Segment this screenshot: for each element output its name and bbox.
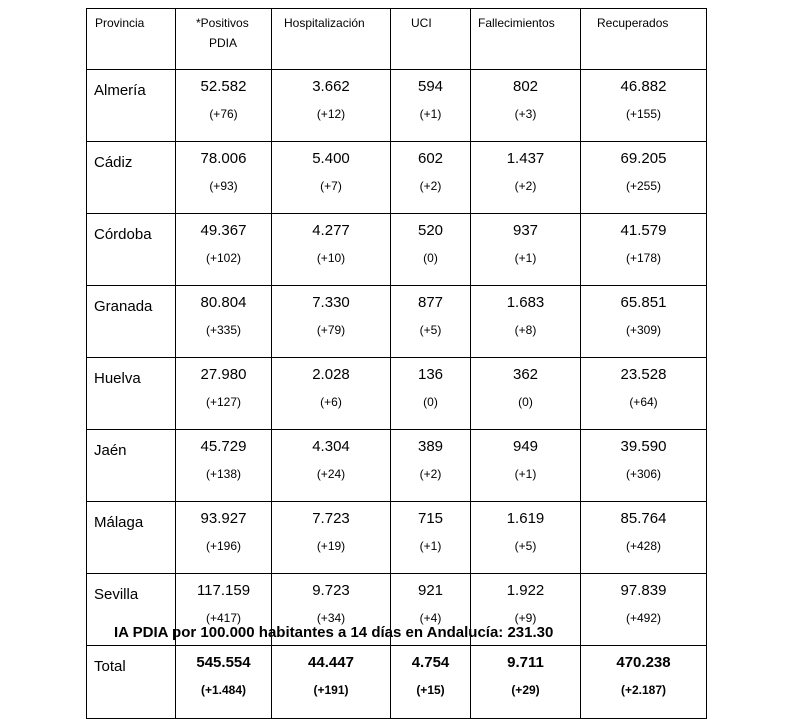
header-hospitalizacion: Hospitalización <box>272 9 391 70</box>
recuperados-value: 69.205 <box>620 150 667 167</box>
positivos-value: 27.980 <box>200 366 247 383</box>
hospitalizacion-delta: (+34) <box>316 611 346 625</box>
positivos-value: 93.927 <box>200 510 247 527</box>
uci-delta: (+2) <box>419 179 442 193</box>
total-uci-delta: (+15) <box>416 683 445 697</box>
recuperados-cell <box>581 502 707 574</box>
fallecimientos-value: 1.922 <box>506 582 545 599</box>
fallecimientos-cell <box>471 214 581 286</box>
total-positivos-delta: (+1.484) <box>200 683 247 697</box>
total-recuperados-value: 470.238 <box>616 654 671 671</box>
uci-value: 602 <box>417 150 444 167</box>
positivos-value: 49.367 <box>200 222 247 239</box>
fallecimientos-value: 1.619 <box>506 510 545 527</box>
positivos-value: 80.804 <box>200 294 247 311</box>
hospitalizacion-value: 2.028 <box>312 366 350 383</box>
positivos-delta: (+417) <box>205 611 242 625</box>
hospitalizacion-delta: (+12) <box>316 107 346 121</box>
total-hospitalizacion-delta: (+191) <box>313 683 349 697</box>
fallecimientos-value: 362 <box>512 366 539 383</box>
provincia-name: Almería <box>87 70 176 142</box>
fallecimientos-value: 949 <box>512 438 539 455</box>
total-hospitalizacion-cell <box>272 646 391 719</box>
header-recuperados: Recuperados <box>581 9 707 70</box>
total-positivos-value: 545.554 <box>196 654 251 671</box>
table-row-total <box>87 646 707 719</box>
hospitalizacion-cell <box>272 358 391 430</box>
recuperados-value: 41.579 <box>620 222 667 239</box>
positivos-value: 52.582 <box>200 78 247 95</box>
recuperados-delta: (+64) <box>629 395 658 409</box>
positivos-cell <box>176 214 272 286</box>
table-row <box>87 70 707 142</box>
header-provincia: Provincia <box>87 9 176 70</box>
total-uci-cell <box>391 646 471 719</box>
recuperados-cell <box>581 142 707 214</box>
header-positivos-line1: *Positivos <box>196 16 249 30</box>
recuperados-cell <box>581 70 707 142</box>
uci-delta: (+1) <box>419 107 442 121</box>
total-hospitalizacion-value: 44.447 <box>308 654 354 671</box>
recuperados-delta: (+155) <box>625 107 662 121</box>
total-recuperados-delta: (+2.187) <box>620 683 667 697</box>
fallecimientos-delta: (+1) <box>514 251 537 265</box>
hospitalizacion-delta: (+6) <box>320 395 342 409</box>
header-fallecimientos: Fallecimientos <box>471 9 581 70</box>
provincia-name: Granada <box>87 286 176 358</box>
recuperados-value: 23.528 <box>620 366 667 383</box>
fallecimientos-delta: (+8) <box>514 323 537 337</box>
uci-delta: (+5) <box>419 323 442 337</box>
fallecimientos-delta: (+1) <box>514 467 537 481</box>
total-positivos-cell <box>176 646 272 719</box>
hospitalizacion-value: 7.330 <box>312 294 350 311</box>
uci-cell <box>391 502 471 574</box>
table-row <box>87 142 707 214</box>
total-uci-value: 4.754 <box>411 654 450 671</box>
fallecimientos-delta: (+9) <box>514 611 537 625</box>
provincia-name: Cádiz <box>87 142 176 214</box>
total-fallecimientos-delta: (+29) <box>511 683 540 697</box>
recuperados-delta: (+178) <box>625 251 662 265</box>
positivos-delta: (+102) <box>205 251 242 265</box>
uci-delta: (0) <box>423 395 438 409</box>
fallecimientos-cell <box>471 286 581 358</box>
table-row <box>87 286 707 358</box>
positivos-delta: (+93) <box>209 179 238 193</box>
recuperados-value: 65.851 <box>620 294 667 311</box>
hospitalizacion-delta: (+79) <box>316 323 346 337</box>
uci-cell <box>391 214 471 286</box>
recuperados-value: 46.882 <box>620 78 667 95</box>
hospitalizacion-cell <box>272 70 391 142</box>
fallecimientos-value: 1.437 <box>506 150 545 167</box>
hospitalizacion-delta: (+19) <box>316 539 346 553</box>
provincia-name: Málaga <box>87 502 176 574</box>
positivos-value: 117.159 <box>196 582 251 599</box>
recuperados-delta: (+255) <box>625 179 662 193</box>
hospitalizacion-cell <box>272 502 391 574</box>
hospitalizacion-delta: (+7) <box>320 179 342 193</box>
table-row <box>87 502 707 574</box>
table-header-row <box>87 9 707 70</box>
fallecimientos-cell <box>471 358 581 430</box>
positivos-cell <box>176 430 272 502</box>
fallecimientos-delta: (+5) <box>514 539 537 553</box>
hospitalizacion-value: 3.662 <box>312 78 350 95</box>
hospitalizacion-delta: (+10) <box>316 251 346 265</box>
positivos-cell <box>176 286 272 358</box>
positivos-value: 78.006 <box>200 150 247 167</box>
recuperados-cell <box>581 286 707 358</box>
uci-cell <box>391 142 471 214</box>
total-fallecimientos-value: 9.711 <box>507 654 544 671</box>
uci-cell <box>391 430 471 502</box>
hospitalizacion-value: 9.723 <box>312 582 350 599</box>
positivos-value: 45.729 <box>200 438 247 455</box>
recuperados-delta: (+428) <box>625 539 662 553</box>
recuperados-cell <box>581 574 707 646</box>
hospitalizacion-value: 7.723 <box>312 510 350 527</box>
uci-value: 715 <box>417 510 444 527</box>
hospitalizacion-cell <box>272 286 391 358</box>
uci-cell <box>391 286 471 358</box>
fallecimientos-cell <box>471 70 581 142</box>
total-label: Total <box>87 646 176 719</box>
recuperados-cell <box>581 358 707 430</box>
uci-value: 877 <box>417 294 444 311</box>
fallecimientos-value: 802 <box>512 78 539 95</box>
uci-delta: (+4) <box>419 611 442 625</box>
header-uci: UCI <box>391 9 471 70</box>
positivos-delta: (+127) <box>205 395 242 409</box>
uci-delta: (0) <box>423 251 438 265</box>
uci-value: 520 <box>417 222 444 239</box>
hospitalizacion-value: 4.304 <box>312 438 350 455</box>
uci-delta: (+2) <box>419 467 442 481</box>
recuperados-delta: (+306) <box>625 467 662 481</box>
covid-data-table <box>86 8 707 719</box>
recuperados-value: 85.764 <box>620 510 667 527</box>
fallecimientos-delta: (+3) <box>514 107 537 121</box>
hospitalizacion-cell <box>272 214 391 286</box>
positivos-delta: (+335) <box>205 323 242 337</box>
recuperados-cell <box>581 430 707 502</box>
positivos-cell <box>176 502 272 574</box>
uci-cell <box>391 358 471 430</box>
fallecimientos-delta: (+2) <box>514 179 537 193</box>
recuperados-value: 97.839 <box>620 582 667 599</box>
hospitalizacion-value: 4.277 <box>312 222 350 239</box>
positivos-cell <box>176 70 272 142</box>
ia-pdia-footnote: IA PDIA por 100.000 habitantes a 14 días en Andalucía: 231.30 <box>114 624 554 641</box>
fallecimientos-cell <box>471 142 581 214</box>
fallecimientos-value: 1.683 <box>506 294 545 311</box>
provincia-name: Córdoba <box>87 214 176 286</box>
header-positivos <box>176 9 272 70</box>
provincia-name: Jaén <box>87 430 176 502</box>
recuperados-delta: (+309) <box>625 323 662 337</box>
table-row <box>87 430 707 502</box>
uci-value: 594 <box>417 78 444 95</box>
positivos-delta: (+76) <box>209 107 238 121</box>
fallecimientos-delta: (0) <box>518 395 533 409</box>
positivos-delta: (+196) <box>205 539 242 553</box>
hospitalizacion-delta: (+24) <box>316 467 346 481</box>
uci-value: 389 <box>417 438 444 455</box>
uci-value: 921 <box>417 582 444 599</box>
fallecimientos-cell <box>471 430 581 502</box>
uci-cell <box>391 70 471 142</box>
fallecimientos-cell <box>471 502 581 574</box>
fallecimientos-value: 937 <box>512 222 539 239</box>
positivos-delta: (+138) <box>205 467 242 481</box>
uci-delta: (+1) <box>419 539 442 553</box>
table-row <box>87 214 707 286</box>
provincia-name: Huelva <box>87 358 176 430</box>
provincia-name: Sevilla <box>87 574 176 646</box>
total-recuperados-cell <box>581 646 707 719</box>
total-fallecimientos-cell <box>471 646 581 719</box>
hospitalizacion-cell <box>272 430 391 502</box>
header-positivos-line2: PDIA <box>209 36 238 50</box>
recuperados-delta: (+492) <box>625 611 662 625</box>
uci-value: 136 <box>417 366 444 383</box>
hospitalizacion-cell <box>272 142 391 214</box>
recuperados-value: 39.590 <box>620 438 667 455</box>
positivos-cell <box>176 358 272 430</box>
table-row <box>87 358 707 430</box>
positivos-cell <box>176 142 272 214</box>
recuperados-cell <box>581 214 707 286</box>
hospitalizacion-value: 5.400 <box>312 150 350 167</box>
